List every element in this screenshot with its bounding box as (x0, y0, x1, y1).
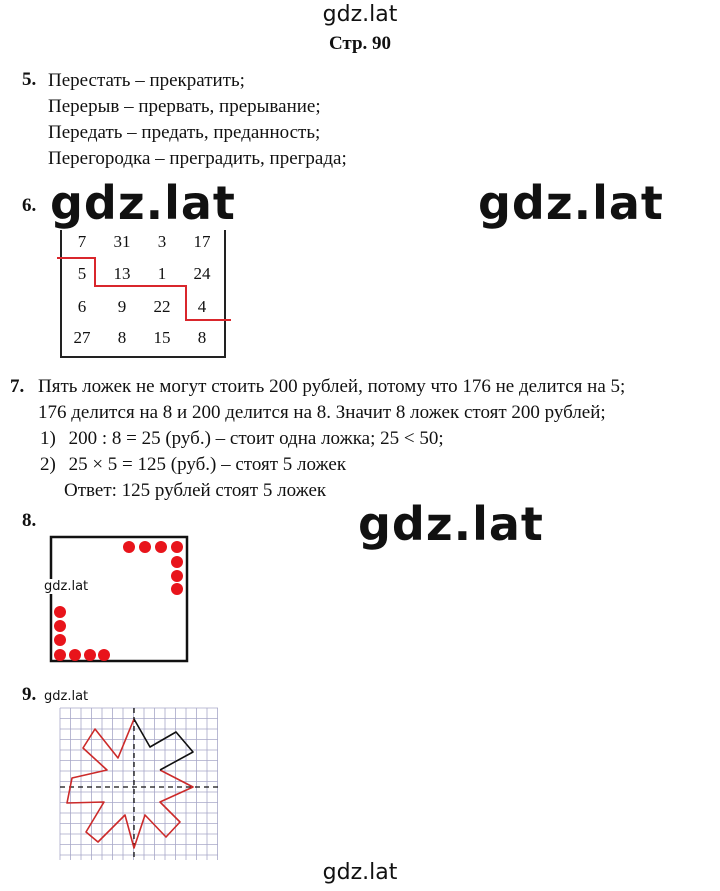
grid-cell: 3 (157, 232, 167, 251)
grid-cell: 7 (77, 232, 87, 251)
grid-cell: 1 (157, 264, 167, 283)
task7-line: Пять ложек не могут стоить 200 рублей, потому что 176 не делится на 5; (38, 376, 626, 397)
task7-number: 7. (10, 376, 25, 397)
grid-cell: 22 (153, 297, 171, 316)
task5-line: Перерыв – прервать, прерывание; (48, 96, 321, 117)
grid-cell: 8 (117, 328, 127, 347)
grid-cell: 15 (153, 328, 171, 347)
task5-line: Перестать – прекратить; (48, 70, 245, 91)
task7-answer: Ответ: 125 рублей стоят 5 ложек (64, 480, 327, 501)
grid-cell: 8 (197, 328, 207, 347)
watermark-large: gdz.lat (44, 176, 242, 230)
grid-cell: 5 (77, 264, 87, 283)
task7-step-text: 200 : 8 = 25 (руб.) – стоит одна ложка; 25 < 50; (68, 428, 444, 449)
watermark-large: gdz.lat (358, 497, 544, 551)
grid-cell: 17 (193, 232, 211, 251)
grid-lines (60, 708, 218, 860)
grid-cell: 24 (193, 264, 211, 283)
figure-outline-red (67, 719, 193, 848)
watermark-small: gdz.lat (44, 579, 89, 594)
grid-cell: 27 (73, 328, 91, 347)
task7-step-label: 2) (40, 454, 56, 475)
grid-cell: 4 (197, 297, 207, 316)
task5-line: Передать – предать, преданность; (48, 122, 321, 143)
page-title: Стр. 90 (328, 33, 392, 54)
grid-cell: 9 (117, 297, 127, 316)
grid-cell: 31 (113, 232, 131, 251)
watermark-top: gdz.lat (322, 2, 398, 27)
grid-cell: 6 (77, 297, 87, 316)
watermark-large: gdz.lat (478, 176, 664, 230)
task5-line: Перегородка – преградить, преграда; (48, 148, 347, 169)
task8-number: 8. (22, 510, 37, 531)
task7-line: 176 делится на 8 и 200 делится на 8. Значит 8 ложек стоят 200 рублей; (38, 402, 606, 423)
task7-step-label: 1) (40, 428, 56, 449)
watermark-bottom: gdz.lat (322, 860, 398, 885)
task7-step-text: 25 × 5 = 125 (руб.) – стоят 5 ложек (68, 454, 347, 475)
figure-outline-black (134, 719, 193, 770)
task5-number: 5. (22, 69, 37, 90)
task9-number: 9. (22, 684, 37, 705)
task6-number: 6. (22, 195, 37, 216)
grid-cell: 13 (113, 264, 131, 283)
watermark-small: gdz.lat (44, 689, 89, 704)
